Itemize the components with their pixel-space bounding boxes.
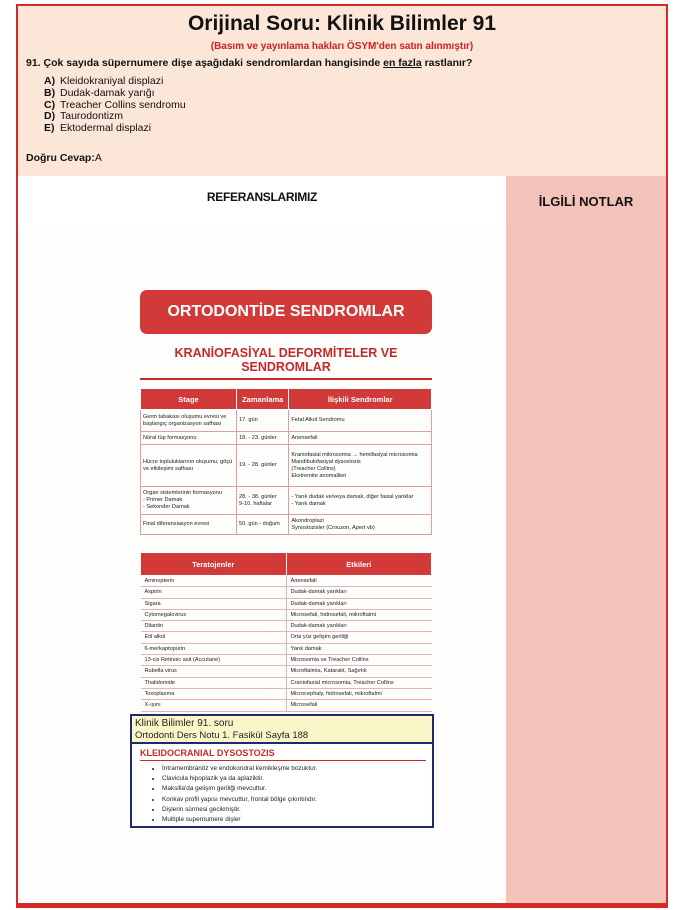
teratogen-table — [140, 552, 432, 712]
list-item: • Maksilla'da gelişim geriliği mevcuttur. — [162, 784, 317, 794]
answer-options — [44, 76, 186, 135]
table-row — [141, 688, 432, 699]
list-item: • Dişlerin sürmesi gecikmiştir. — [162, 805, 317, 815]
table-cell: 6-merkaptopurin — [141, 643, 287, 654]
table-row — [141, 621, 432, 632]
question-emphasis: en fazla — [383, 57, 422, 69]
question-panel — [18, 6, 666, 176]
table-cell: Craniofasial microsomia, Treacher Collins — [286, 677, 432, 688]
table-cell: - Yarık dudak ve/veya damak, diğer fasial yarıklar - Yarık damak — [289, 487, 432, 515]
copyright-notice: (Basım ve yayınlama hakları ÖSYM'den satın alınmıştır) — [210, 41, 474, 52]
table-cell: Dudak-damak yarıkları — [286, 587, 432, 598]
table-row — [141, 643, 432, 654]
option-text: Ektodermal displazi — [60, 122, 152, 135]
table-cell: 50. gün - doğum — [237, 515, 289, 535]
callout-title: Klinik Bilimler 91. soru — [135, 718, 234, 729]
table-cell: Orta yüz gelişim geriliği — [286, 632, 432, 643]
table-cell: Dudak-damak yarıkları — [286, 621, 432, 632]
callout-source: Ortodonti Ders Notu 1. Fasikül Sayfa 188 — [135, 730, 309, 741]
table-cell: Organ sistemlerinin formasyonu - Primer Damak - Sekonder Damak — [141, 487, 237, 515]
option-letter: B) — [44, 86, 56, 99]
table-row — [141, 632, 432, 643]
table-cell: Cytomegalovirus — [141, 609, 287, 620]
answer-label: Doğru Cevap: — [26, 152, 95, 164]
table-row — [141, 515, 432, 535]
table-row — [141, 487, 432, 515]
table-cell: Microsefali, hidrosefali, mikroftalmi — [286, 609, 432, 620]
table-cell: Kraniofasial mikrosomia → hemifasiyal microsomia Mandibulofasiyal dysostozis (Treacher Collins) Ekstremite anomalileri — [289, 445, 432, 487]
reference-page-image — [18, 228, 506, 904]
option-letter: A) — [44, 75, 56, 87]
answer-value: A — [94, 152, 102, 164]
option-e — [44, 123, 186, 135]
option-text: Kleidokraniyal displazi — [60, 75, 164, 87]
syndrome-header: İlişkili Sendromlar — [289, 389, 432, 410]
option-text: Taurodontizm — [60, 110, 124, 123]
table-cell: Dilantin — [141, 621, 287, 632]
table-row — [141, 576, 432, 587]
table-row — [141, 432, 432, 445]
table-cell: 19. - 28. günler — [237, 445, 289, 487]
option-letter: D) — [44, 110, 56, 123]
table-cell: Yarık damak — [286, 643, 432, 654]
table-cell: Aspirin — [141, 587, 287, 598]
question-prefix: 91. Çok sayıda süpernumere dişe aşağıdaki sendromlardan hangisinde — [26, 57, 384, 69]
timing-header: Zamanlama — [237, 389, 289, 410]
table-cell: Hücre topluluklarının oluşumu, göçü ve etkileşimi safhası — [141, 445, 237, 487]
option-text: Treacher Collins sendromu — [60, 98, 186, 111]
table-row — [141, 609, 432, 620]
table-cell: Anensefali — [286, 576, 432, 587]
list-item: • Multiple supernumere dişler — [162, 815, 317, 825]
table-cell: Microftalmia, Katarakt, Sağırlık — [286, 666, 432, 677]
table-cell: Etil alkol — [141, 632, 287, 643]
notes-panel — [506, 176, 666, 904]
table-cell: Nöral tüp formasyonu — [141, 432, 237, 445]
table-row — [141, 410, 432, 432]
table-cell: Fetal Alkol Sendromu — [289, 410, 432, 432]
question-suffix: rastlanır? — [421, 57, 473, 69]
references-heading: REFERANSLARIMIZ — [206, 190, 318, 204]
question-text — [26, 57, 472, 69]
page-title: Orijinal Soru: Klinik Bilimler 91 — [187, 12, 497, 35]
table-cell: 18. - 23. günler — [237, 432, 289, 445]
callout-bullets — [152, 764, 317, 825]
divider — [140, 378, 432, 380]
correct-answer — [26, 152, 102, 164]
reference-callout — [130, 714, 434, 828]
table-cell: Anensefali — [289, 432, 432, 445]
divider — [140, 760, 426, 761]
option-text: Dudak-damak yarığı — [60, 86, 155, 99]
table-row — [141, 677, 432, 688]
table-cell: Akondroplazi Synostozisler (Crouzon, Apert vb) — [289, 515, 432, 535]
table-cell: Aminopterin — [141, 576, 287, 587]
callout-header — [132, 716, 432, 744]
table-row — [141, 700, 432, 711]
option-letter: C) — [44, 98, 56, 111]
table-cell: Dudak-damak yarıkları — [286, 598, 432, 609]
list-item: • Konkav profil yapısı mevcuttur, frontal bölge çıkıntılıdır. — [162, 795, 317, 805]
table-row — [141, 666, 432, 677]
table-cell: X-ışını — [141, 700, 287, 711]
list-item: • İntramembranöz ve endokondral kemikleşme bozuktur. — [162, 764, 317, 774]
table-cell: 13-cis Retinoic asit (Accutane) — [141, 655, 287, 666]
callout-topic: KLEIDOCRANIAL DYSOSTOZIS — [140, 748, 275, 758]
table-cell: Microcephaly, hidrosefali, mikroftalmi — [286, 688, 432, 699]
table-row — [141, 655, 432, 666]
reference-banner: ORTODONTİDE SENDROMLAR — [140, 290, 432, 334]
effects-header: Etkileri — [286, 553, 432, 576]
table-cell: Thalidomide — [141, 677, 287, 688]
table-cell: 28. - 38. günler 9-10. haftalar — [237, 487, 289, 515]
table-cell: 17. gün — [237, 410, 289, 432]
notes-heading: İLGİLİ NOTLAR — [538, 194, 634, 209]
table-cell: Microsomia ve Treacher Collins — [286, 655, 432, 666]
table-row — [141, 598, 432, 609]
table-cell: Germ tabakası oluşumu evresi ve başlangıç organizasyon safhası — [141, 410, 237, 432]
teratogen-header: Teratojenler — [141, 553, 287, 576]
table-cell: Final diferansiasyon evresi — [141, 515, 237, 535]
stage-header: Stage — [141, 389, 237, 410]
list-item: • Clavicula hipoplazik ya da aplaziktir. — [162, 774, 317, 784]
table-cell: Rubella virus — [141, 666, 287, 677]
table-cell: Microsefali — [286, 700, 432, 711]
option-letter: E) — [44, 122, 55, 135]
page-frame — [16, 4, 668, 904]
table-row — [141, 445, 432, 487]
reference-subtitle: KRANİOFASİYAL DEFORMİTELER VE SENDROMLAR — [174, 346, 398, 374]
stage-table — [140, 388, 432, 535]
table-row — [141, 587, 432, 598]
bottom-bar — [16, 903, 668, 908]
table-cell: Toxoplasma — [141, 688, 287, 699]
table-cell: Sigara — [141, 598, 287, 609]
